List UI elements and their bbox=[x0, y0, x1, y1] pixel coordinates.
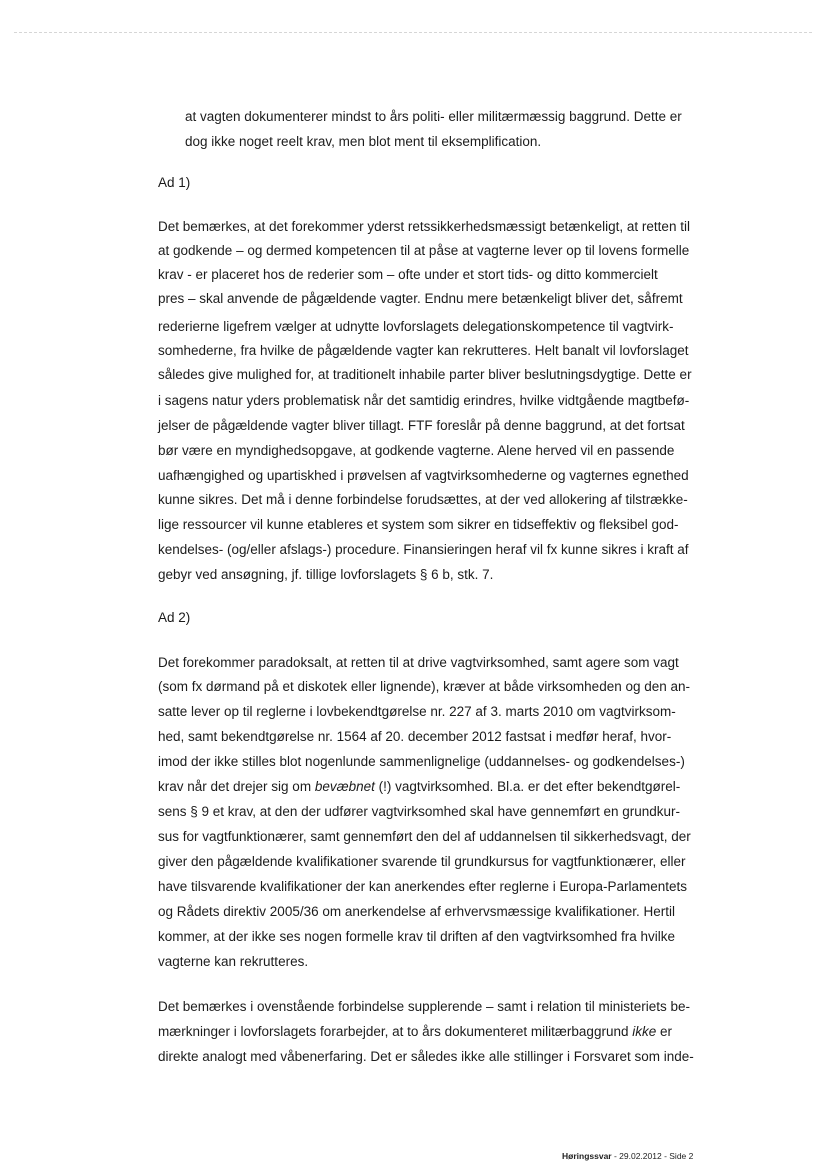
section-1-line: gebyr ved ansøgning, jf. tillige lovforslagets § 6 b, stk. 7. bbox=[158, 567, 494, 582]
section-1-line: rederierne ligefrem vælger at udnytte lovforslagets delegationskompetence til vagtvirk- bbox=[158, 319, 674, 334]
section-1-line: somhederne, fra hvilke de pågældende vagter kan rekrutteres. Helt banalt vil lovforslaget bbox=[158, 343, 689, 358]
emphasis-text: ikke bbox=[632, 1024, 657, 1039]
section-1-line: lige ressourcer vil kunne etableres et system som sikrer en tidseffektiv og fleksibel god- bbox=[158, 517, 679, 532]
intro-line-1: at vagten dokumenterer mindst to års politi- eller militærmæssig baggrund. Dette er bbox=[185, 109, 682, 124]
section-1-line: jelser de pågældende vagter bliver tillagt. FTF foreslår på denne baggrund, at det fortsat bbox=[158, 418, 685, 433]
section-2-line-6 bbox=[158, 778, 738, 796]
footer-date-page: - 29.02.2012 - Side 2 bbox=[611, 1151, 694, 1161]
section-2-line: og Rådets direktiv 2005/36 om anerkendelse af erhvervsmæssige kvalifikationer. Hertil bbox=[158, 904, 676, 919]
section-2-line: Det forekommer paradoksalt, at retten til at drive vagtvirksomhed, samt agere som vagt bbox=[158, 655, 679, 670]
section-3-line-2 bbox=[158, 1023, 738, 1041]
section-1-line: uafhængighed og upartiskhed i prøvelsen af vagtvirksomhederne og vagternes egnethed bbox=[158, 468, 689, 483]
section-3-line-1: Det bemærkes i ovenstående forbindelse supplerende – samt i relation til ministeriets be- bbox=[158, 999, 691, 1014]
section-2-line: sens § 9 et krav, at den der udfører vagtvirksomhed skal have gennemført en grundkur- bbox=[158, 804, 681, 819]
text-run: er bbox=[656, 1024, 673, 1039]
intro-line-2: dog ikke noget reelt krav, men blot ment til eksemplification. bbox=[185, 134, 542, 149]
section-2-line: imod der ikke stilles blot nogenlunde sammenlignelige (uddannelses- og godkendelses-) bbox=[158, 754, 685, 769]
section-3-line-3: direkte analogt med våbenerfaring. Det er således ikke alle stillinger i Forsvaret som inde- bbox=[158, 1049, 694, 1064]
section-1-line: kendelses- (og/eller afslags-) procedure. Finansieringen heraf vil fx kunne sikres i kraft af bbox=[158, 542, 689, 557]
text-run: (!) vagtvirksomhed. Bl.a. er det efter bekendtgørel- bbox=[374, 779, 681, 794]
section-1-line: at godkende – og dermed kompetencen til at påse at vagterne lever op til lovens formelle bbox=[158, 243, 690, 258]
scan-top-edge bbox=[14, 32, 812, 33]
section-2-line: hed, samt bekendtgørelse nr. 1564 af 20. december 2012 fastsat i medfør heraf, hvor- bbox=[158, 729, 672, 744]
section-2-line: kommer, at der ikke ses nogen formelle krav til driften af den vagtvirksomhed fra hvilke bbox=[158, 929, 675, 944]
section-2-line: vagterne kan rekrutteres. bbox=[158, 954, 309, 969]
section-2-heading: Ad 2) bbox=[158, 610, 191, 625]
section-2-line: giver den pågældende kvalifikationer svarende til grundkursus for vagtfunktionærer, eller bbox=[158, 854, 686, 869]
section-1-line: således give mulighed for, at traditionelt inhabile parter bliver beslutningsdygtige. Dette er bbox=[158, 367, 692, 382]
section-1-line: Det bemærkes, at det forekommer yderst retssikkerhedsmæssigt betænkeligt, at retten til bbox=[158, 219, 690, 234]
text-run: mærkninger i lovforslagets forarbejder, at to års dokumenteret militærbaggrund bbox=[158, 1024, 633, 1039]
section-1-line: pres – skal anvende de pågældende vagter. Endnu mere betænkeligt bliver det, såfremt bbox=[158, 291, 683, 306]
text-run: krav når det drejer sig om bbox=[158, 779, 315, 794]
section-1-line: i sagens natur yders problematisk når det samtidig erindres, hvilke vidtgående magtbefø- bbox=[158, 393, 690, 408]
footer-label: Høringssvar bbox=[562, 1151, 612, 1161]
page-footer bbox=[562, 1150, 722, 1162]
section-2-line: have tilsvarende kvalifikationer der kan anerkendes efter reglerne i Europa-Parlamentets bbox=[158, 879, 688, 894]
section-2-line: sus for vagtfunktionærer, samt gennemført den del af uddannelsen til sikkerhedsvagt, der bbox=[158, 829, 691, 844]
emphasis-text: bevæbnet bbox=[314, 779, 375, 794]
section-1-heading: Ad 1) bbox=[158, 175, 191, 190]
section-1-line: krav - er placeret hos de rederier som – ofte under et stort tids- og ditto kommercielt bbox=[158, 267, 658, 282]
section-1-line: bør være en myndighedsopgave, at godkende vagterne. Alene herved vil en passende bbox=[158, 443, 675, 458]
section-2-line: (som fx dørmand på et diskotek eller lignende), kræver at både virksomheden og den an- bbox=[158, 679, 691, 694]
section-1-line: kunne sikres. Det må i denne forbindelse forudsættes, at der ved allokering af tilstrække- bbox=[158, 492, 688, 507]
section-2-line: satte lever op til reglerne i lovbekendtgørelse nr. 227 af 3. marts 2010 om vagtvirksom- bbox=[158, 704, 676, 719]
